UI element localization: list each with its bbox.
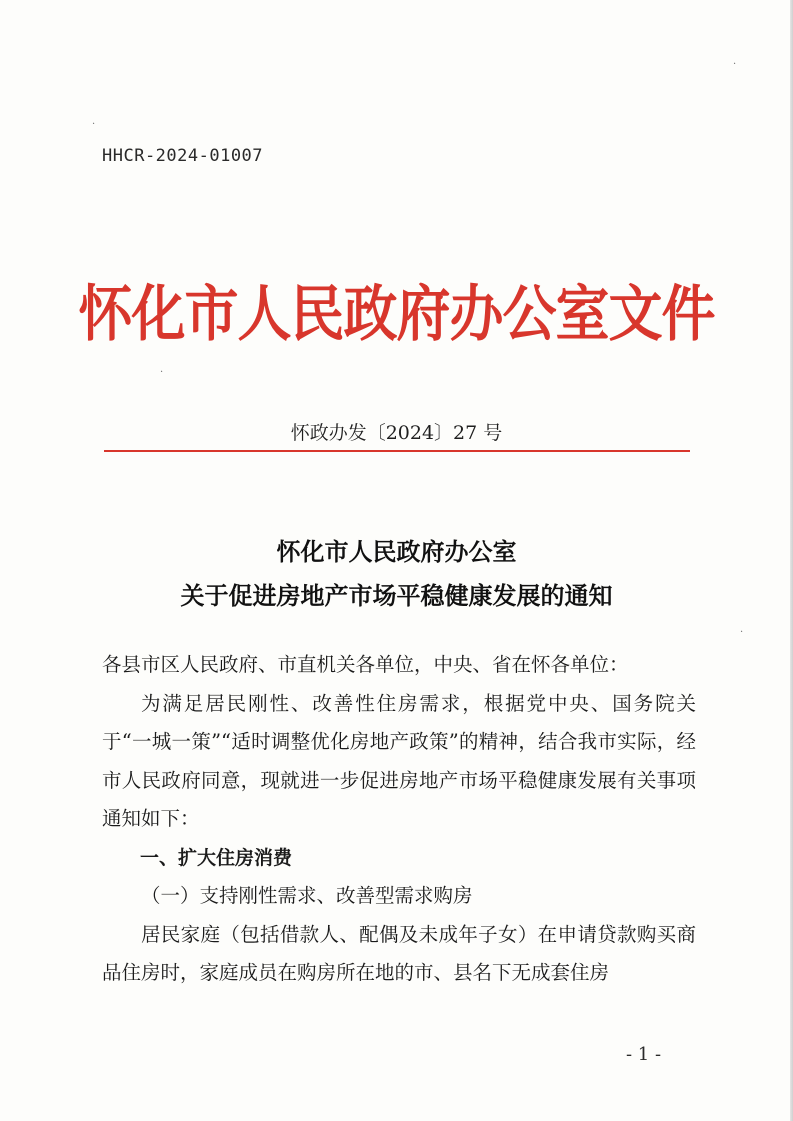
notice-title-line-1: 怀化市人民政府办公室 xyxy=(276,537,517,566)
document-code: HHCR-2024-01007 xyxy=(102,146,264,166)
addressee-line: 各县市区人民政府、市直机关各单位，中央、省在怀各单位： xyxy=(102,653,629,676)
scan-speck: · xyxy=(92,119,96,130)
page-number: - 1 - xyxy=(626,1044,662,1065)
issuer-red-title: 怀化市人民政府办公室文件 xyxy=(78,278,715,349)
scan-speck: · xyxy=(733,59,737,70)
document-body xyxy=(102,646,696,993)
scan-speck: · xyxy=(740,627,744,638)
scan-speck: · xyxy=(160,367,164,378)
intro-paragraph: 为满足居民刚性、改善性住房需求，根据党中央、国务院关于“一城一策”“适时调整优化房地产政策”的精神，结合我市实际，经市人民政府同意，现就进一步促进房地产市场平稳健康发展有关事项通知如下： xyxy=(102,691,696,830)
document-number: 怀政办发〔2024〕27 号 xyxy=(290,422,503,444)
subsection-heading: （一）支持刚性需求、改善型需求购房 xyxy=(141,884,473,907)
red-divider-line xyxy=(104,450,690,452)
notice-title xyxy=(0,530,793,618)
body-paragraph: 居民家庭（包括借款人、配偶及未成年子女）在申请贷款购买商品住房时，家庭成员在购房所在地的市、县名下无成套住房 xyxy=(102,922,696,984)
notice-title-line-2: 关于促进房地产市场平稳健康发展的通知 xyxy=(180,581,613,610)
section-heading: 一、扩大住房消费 xyxy=(140,846,293,869)
